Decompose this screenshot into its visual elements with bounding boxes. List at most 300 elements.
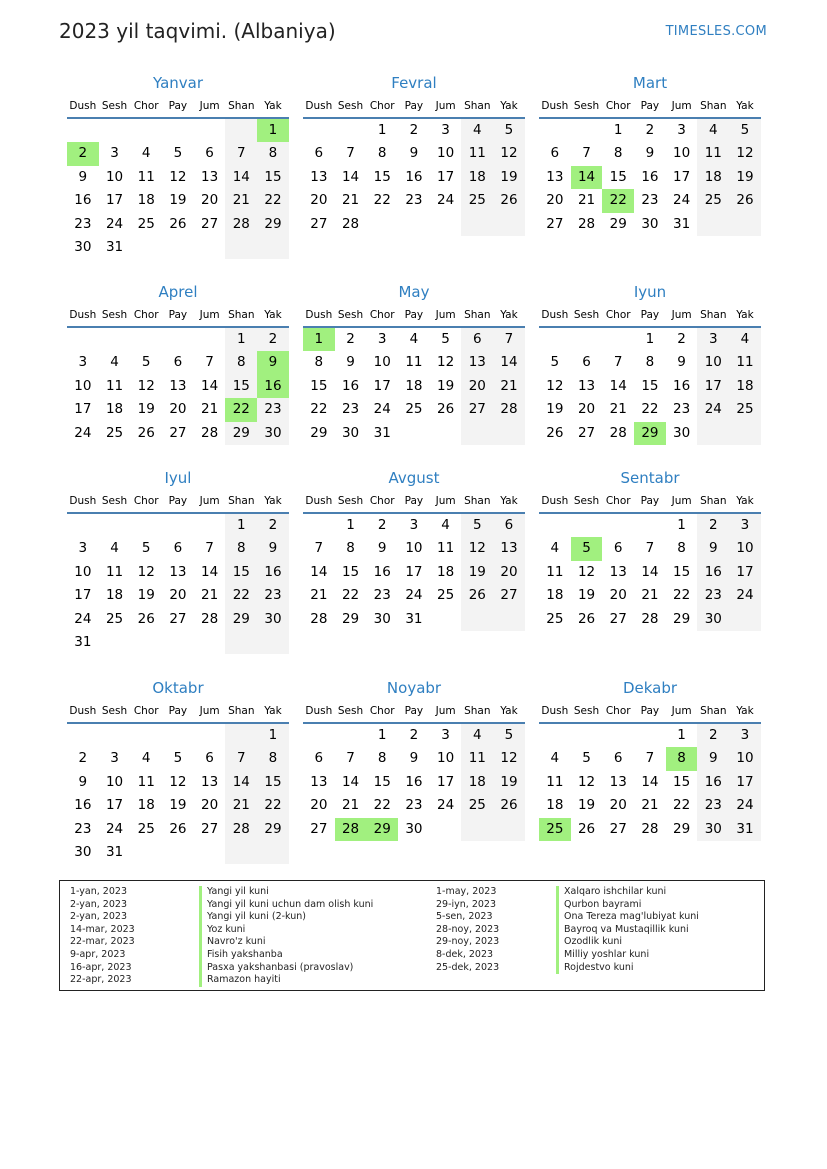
- day-cell: 14: [571, 166, 603, 189]
- day-cell: 16: [405, 773, 423, 790]
- day-cell: 10: [697, 351, 729, 374]
- holiday-name: Yoz kuni: [199, 924, 373, 937]
- weekday-header: [303, 305, 525, 325]
- weekday-label: Yak: [736, 705, 754, 717]
- day-cell: 12: [137, 563, 155, 580]
- day-cell: 7: [205, 540, 214, 557]
- empty-cell: [257, 841, 289, 864]
- holiday-list: [59, 880, 765, 991]
- day-cell: 8: [377, 750, 387, 767]
- weekday-label: Dush: [541, 100, 569, 112]
- day-cell: 23: [74, 215, 92, 232]
- empty-cell: [634, 514, 666, 537]
- day-cell: 18: [137, 797, 155, 814]
- day-cell: 4: [110, 540, 119, 557]
- day-cell: 3: [409, 517, 419, 533]
- empty-cell: [130, 119, 162, 142]
- weekday-label: Shan: [228, 309, 255, 321]
- day-cell: 2: [67, 142, 99, 165]
- day-cell: 20: [310, 797, 328, 814]
- day-cell: 21: [641, 587, 659, 604]
- day-cell: 28: [310, 610, 328, 627]
- empty-cell: [194, 514, 226, 537]
- day-cell: 3: [377, 331, 387, 347]
- day-cell: 23: [697, 584, 729, 607]
- day-cell: 10: [437, 145, 455, 162]
- day-cell: 4: [729, 328, 761, 351]
- day-cell: 10: [105, 773, 124, 790]
- weekday-header: [67, 305, 289, 325]
- weekday-label: Dush: [305, 100, 333, 112]
- day-cell: 13: [169, 563, 187, 580]
- empty-cell: [99, 724, 131, 747]
- empty-cell: [602, 514, 634, 537]
- day-cell: 6: [613, 540, 623, 557]
- day-cell: 4: [550, 540, 560, 557]
- day-cell: 24: [673, 192, 691, 209]
- weekday-label: Dush: [541, 495, 569, 507]
- month-block: [303, 468, 525, 631]
- day-cell: 25: [405, 401, 423, 418]
- month-block: [539, 468, 761, 631]
- day-cell: 15: [609, 168, 627, 185]
- day-cell: 14: [201, 377, 219, 394]
- day-cell: 19: [169, 192, 187, 209]
- day-cell: 12: [493, 142, 525, 165]
- holiday-date: 22-mar, 2023: [70, 936, 135, 948]
- day-cell: 25: [697, 189, 729, 212]
- weekday-label: Sesh: [101, 100, 128, 112]
- day-cell: 23: [641, 192, 659, 209]
- day-cell: 29: [225, 422, 257, 445]
- day-cell: 20: [609, 587, 627, 604]
- day-cell: 16: [373, 563, 391, 580]
- day-cell: 16: [697, 771, 729, 794]
- day-cell: 22: [673, 797, 691, 814]
- day-cell: 9: [257, 537, 289, 560]
- weekday-label: Jum: [435, 495, 456, 507]
- day-cell: 25: [137, 215, 155, 232]
- empty-cell: [194, 328, 226, 351]
- day-cell: 16: [257, 375, 289, 398]
- day-cell: 10: [105, 168, 124, 185]
- day-cell: 23: [341, 401, 360, 418]
- weekday-label: Pay: [168, 705, 188, 717]
- day-cell: 29: [310, 424, 328, 441]
- day-cell: 8: [377, 145, 387, 162]
- day-cell: 30: [405, 820, 423, 837]
- day-cell: 30: [697, 818, 729, 841]
- day-cell: 5: [729, 119, 761, 142]
- day-cell: 1: [225, 328, 257, 351]
- day-cell: 11: [729, 351, 761, 374]
- day-cell: 19: [577, 797, 596, 814]
- weekday-label: Dush: [305, 495, 333, 507]
- day-cell: 18: [729, 375, 761, 398]
- day-cell: 9: [409, 750, 419, 767]
- day-cell: 27: [493, 584, 525, 607]
- holiday-date: 29-iyn, 2023: [436, 898, 497, 910]
- day-cell: 26: [577, 820, 596, 837]
- month-name: Iyul: [164, 469, 192, 487]
- day-cell: 2: [257, 328, 289, 351]
- day-cell: 7: [645, 750, 655, 767]
- day-cell: 24: [437, 192, 455, 209]
- weekday-header: [67, 96, 289, 116]
- month-name: Dekabr: [622, 679, 678, 697]
- day-cell: 30: [257, 608, 289, 631]
- weekday-label: Chor: [605, 100, 631, 112]
- day-cell: 22: [225, 398, 257, 421]
- day-cell: 27: [169, 424, 187, 441]
- empty-cell: [225, 236, 257, 259]
- day-cell: 8: [257, 142, 289, 165]
- empty-cell: [130, 328, 162, 351]
- day-cell: 6: [314, 145, 324, 162]
- day-cell: 16: [341, 377, 360, 394]
- day-cell: 20: [577, 401, 596, 418]
- day-cell: 11: [461, 747, 493, 770]
- day-cell: 27: [609, 820, 627, 837]
- day-cell: 1: [346, 517, 355, 533]
- empty-cell: [99, 514, 131, 537]
- day-cell: 3: [78, 540, 88, 557]
- day-cell: 14: [609, 377, 627, 394]
- day-cell: 22: [602, 189, 634, 212]
- day-cell: 13: [493, 537, 525, 560]
- day-cell: 3: [78, 354, 88, 371]
- day-cell: 24: [373, 401, 391, 418]
- holiday-date: 1-may, 2023: [436, 886, 497, 897]
- day-cell: 1: [613, 122, 623, 138]
- day-cell: 1: [677, 517, 686, 533]
- day-cell: 20: [169, 401, 187, 418]
- weekday-label: Yak: [736, 309, 754, 321]
- day-cell: 6: [314, 750, 324, 767]
- day-cell: 17: [405, 563, 423, 580]
- day-cell: 27: [169, 610, 187, 627]
- day-cell: 17: [437, 773, 455, 790]
- empty-cell: [257, 631, 289, 654]
- day-cell: 6: [173, 540, 183, 557]
- day-cell: 14: [225, 771, 257, 794]
- holiday-date: 8-dek, 2023: [436, 948, 494, 960]
- day-cell: 29: [257, 818, 289, 841]
- day-cell: 15: [310, 377, 328, 394]
- day-cell: 15: [373, 168, 391, 185]
- day-cell: 12: [546, 377, 564, 394]
- empty-cell: [67, 514, 99, 537]
- month-name: Noyabr: [386, 679, 442, 697]
- day-cell: 14: [641, 773, 659, 790]
- day-cell: 27: [201, 215, 219, 232]
- day-cell: 30: [697, 608, 729, 631]
- empty-cell: [303, 119, 335, 142]
- day-cell: 10: [405, 540, 423, 557]
- day-cell: 28: [641, 610, 659, 627]
- weekday-label: Pay: [404, 309, 424, 321]
- day-grid: [539, 514, 761, 631]
- weekday-header: [67, 701, 289, 721]
- day-cell: 3: [697, 328, 729, 351]
- day-grid: [303, 328, 525, 445]
- day-cell: 26: [493, 189, 525, 212]
- empty-cell: [162, 631, 194, 654]
- holiday-name: Yangi yil kuni (2-kun): [199, 911, 373, 924]
- day-cell: 24: [405, 587, 423, 604]
- day-cell: 22: [310, 401, 328, 418]
- weekday-label: Pay: [404, 705, 424, 717]
- day-cell: 7: [346, 145, 355, 162]
- day-cell: 13: [577, 377, 596, 394]
- weekday-label: Dush: [541, 705, 569, 717]
- day-cell: 27: [609, 610, 627, 627]
- day-cell: 18: [546, 797, 564, 814]
- day-cell: 24: [74, 424, 92, 441]
- holiday-date: 9-apr, 2023: [70, 948, 126, 960]
- empty-cell: [225, 841, 257, 864]
- holiday-name: Fisih yakshanba: [199, 949, 373, 962]
- day-cell: 22: [257, 189, 289, 212]
- day-cell: 3: [110, 145, 119, 162]
- empty-cell: [194, 724, 226, 747]
- day-cell: 22: [373, 192, 391, 209]
- day-cell: 13: [546, 168, 564, 185]
- weekday-label: Yak: [500, 309, 518, 321]
- day-cell: 14: [341, 773, 360, 790]
- day-cell: 22: [257, 794, 289, 817]
- holiday-date: 28-noy, 2023: [436, 923, 500, 935]
- day-cell: 26: [137, 610, 155, 627]
- day-cell: 13: [310, 168, 328, 185]
- day-cell: 7: [225, 747, 257, 770]
- day-cell: 19: [437, 377, 455, 394]
- day-cell: 1: [257, 119, 289, 142]
- day-cell: 5: [493, 119, 525, 142]
- day-cell: 24: [729, 794, 761, 817]
- empty-cell: [225, 724, 257, 747]
- day-cell: 17: [437, 168, 455, 185]
- day-cell: 25: [137, 820, 155, 837]
- day-cell: 29: [609, 215, 627, 232]
- day-cell: 29: [257, 213, 289, 236]
- empty-cell: [130, 236, 162, 259]
- day-cell: 21: [341, 192, 360, 209]
- day-cell: 18: [137, 192, 155, 209]
- holiday-name: Ramazon hayiti: [199, 974, 373, 987]
- day-cell: 3: [441, 727, 450, 743]
- weekday-label: Dush: [305, 309, 333, 321]
- day-cell: 9: [346, 354, 355, 371]
- day-cell: 24: [105, 215, 124, 232]
- day-cell: 12: [169, 773, 187, 790]
- weekday-label: Shan: [228, 100, 255, 112]
- weekday-label: Shan: [464, 100, 491, 112]
- day-cell: 4: [441, 517, 450, 533]
- day-cell: 4: [141, 145, 151, 162]
- weekday-label: Yak: [500, 495, 518, 507]
- empty-cell: [194, 119, 226, 142]
- day-cell: 16: [697, 561, 729, 584]
- day-cell: 25: [546, 610, 564, 627]
- day-cell: 1: [377, 727, 387, 743]
- day-cell: 8: [225, 351, 257, 374]
- day-cell: 8: [314, 354, 324, 371]
- weekday-label: Yak: [500, 100, 518, 112]
- weekday-label: Chor: [133, 309, 159, 321]
- day-cell: 18: [405, 377, 423, 394]
- day-cell: 6: [205, 145, 214, 162]
- empty-cell: [571, 724, 603, 747]
- empty-cell: [493, 422, 525, 445]
- day-cell: 22: [341, 587, 360, 604]
- day-cell: 10: [74, 377, 92, 394]
- day-cell: 10: [729, 747, 761, 770]
- day-cell: 22: [225, 584, 257, 607]
- holiday-name: Qurbon bayrami: [556, 899, 699, 912]
- day-cell: 2: [346, 331, 355, 347]
- weekday-label: Jum: [199, 309, 220, 321]
- day-cell: 19: [493, 771, 525, 794]
- day-cell: 12: [461, 537, 493, 560]
- empty-cell: [130, 841, 162, 864]
- day-cell: 5: [441, 331, 450, 347]
- day-cell: 23: [373, 587, 391, 604]
- day-cell: 15: [673, 773, 691, 790]
- day-cell: 1: [677, 727, 686, 743]
- empty-cell: [99, 328, 131, 351]
- day-cell: 29: [634, 422, 666, 445]
- day-cell: 17: [697, 375, 729, 398]
- empty-cell: [335, 724, 367, 747]
- holiday-name: Navro'z kuni: [199, 936, 373, 949]
- month-block: [67, 282, 289, 445]
- month-name: May: [398, 283, 430, 301]
- weekday-label: Jum: [671, 495, 692, 507]
- day-cell: 2: [409, 727, 419, 743]
- empty-cell: [99, 631, 131, 654]
- weekday-label: Pay: [404, 100, 424, 112]
- empty-cell: [366, 213, 398, 236]
- weekday-label: Shan: [228, 705, 255, 717]
- day-cell: 16: [257, 561, 289, 584]
- day-cell: 15: [341, 563, 360, 580]
- day-cell: 19: [729, 166, 761, 189]
- weekday-header: [539, 305, 761, 325]
- day-cell: 1: [645, 331, 655, 347]
- day-cell: 31: [105, 238, 124, 255]
- weekday-label: Yak: [264, 309, 282, 321]
- day-cell: 28: [225, 213, 257, 236]
- day-cell: 6: [461, 328, 493, 351]
- day-cell: 18: [437, 563, 455, 580]
- weekday-label: Chor: [605, 309, 631, 321]
- empty-cell: [493, 213, 525, 236]
- day-cell: 16: [74, 797, 92, 814]
- day-cell: 30: [641, 215, 659, 232]
- empty-cell: [697, 422, 729, 445]
- brand-logo[interactable]: TIMESLES.COM: [665, 24, 767, 39]
- day-cell: 4: [550, 750, 560, 767]
- weekday-label: Sesh: [337, 100, 364, 112]
- empty-cell: [162, 514, 194, 537]
- weekday-label: Sesh: [337, 705, 364, 717]
- day-cell: 17: [74, 401, 92, 418]
- day-cell: 17: [673, 168, 691, 185]
- empty-cell: [162, 119, 194, 142]
- holiday-name: Pasxa yakshanbasi (pravoslav): [199, 962, 373, 975]
- empty-cell: [194, 841, 226, 864]
- day-cell: 23: [673, 401, 691, 418]
- day-cell: 17: [105, 797, 124, 814]
- weekday-label: Dush: [69, 705, 97, 717]
- weekday-label: Jum: [435, 100, 456, 112]
- day-cell: 22: [373, 797, 391, 814]
- day-cell: 21: [341, 797, 360, 814]
- day-cell: 9: [645, 145, 655, 162]
- weekday-label: Jum: [435, 309, 456, 321]
- day-cell: 21: [577, 192, 596, 209]
- day-cell: 7: [493, 328, 525, 351]
- weekday-label: Chor: [133, 100, 159, 112]
- holiday-date: 29-noy, 2023: [436, 936, 500, 948]
- day-cell: 8: [677, 540, 686, 557]
- day-cell: 13: [201, 168, 219, 185]
- day-cell: 7: [346, 750, 355, 767]
- weekday-label: Shan: [700, 495, 727, 507]
- day-cell: 9: [677, 354, 686, 371]
- holiday-dates-left: [70, 886, 135, 987]
- day-cell: 13: [169, 377, 187, 394]
- day-cell: 18: [546, 587, 564, 604]
- day-cell: 11: [137, 773, 155, 790]
- day-cell: 23: [697, 794, 729, 817]
- day-cell: 1: [303, 328, 335, 351]
- month-block: [67, 678, 289, 864]
- day-cell: 31: [729, 818, 761, 841]
- weekday-label: Yak: [264, 705, 282, 717]
- empty-cell: [539, 328, 571, 351]
- day-cell: 26: [577, 610, 596, 627]
- empty-cell: [697, 213, 729, 236]
- day-cell: 18: [105, 587, 124, 604]
- weekday-label: Pay: [168, 100, 188, 112]
- weekday-label: Pay: [640, 309, 660, 321]
- weekday-label: Shan: [700, 705, 727, 717]
- day-cell: 3: [110, 750, 119, 767]
- day-cell: 15: [225, 561, 257, 584]
- empty-cell: [67, 724, 99, 747]
- day-cell: 19: [461, 561, 493, 584]
- day-cell: 29: [673, 820, 691, 837]
- day-cell: 31: [373, 424, 391, 441]
- day-cell: 24: [105, 820, 124, 837]
- day-cell: 10: [373, 354, 391, 371]
- month-name: Sentabr: [620, 469, 680, 487]
- day-cell: 28: [341, 215, 360, 232]
- empty-cell: [398, 422, 430, 445]
- holiday-date: 14-mar, 2023: [70, 923, 135, 935]
- weekday-label: Shan: [464, 309, 491, 321]
- day-cell: 26: [729, 189, 761, 212]
- weekday-label: Sesh: [573, 705, 600, 717]
- day-cell: 28: [609, 424, 627, 441]
- month-block: [539, 73, 761, 236]
- day-cell: 1: [377, 122, 387, 138]
- day-cell: 11: [105, 563, 124, 580]
- weekday-label: Shan: [700, 309, 727, 321]
- day-cell: 31: [105, 843, 124, 860]
